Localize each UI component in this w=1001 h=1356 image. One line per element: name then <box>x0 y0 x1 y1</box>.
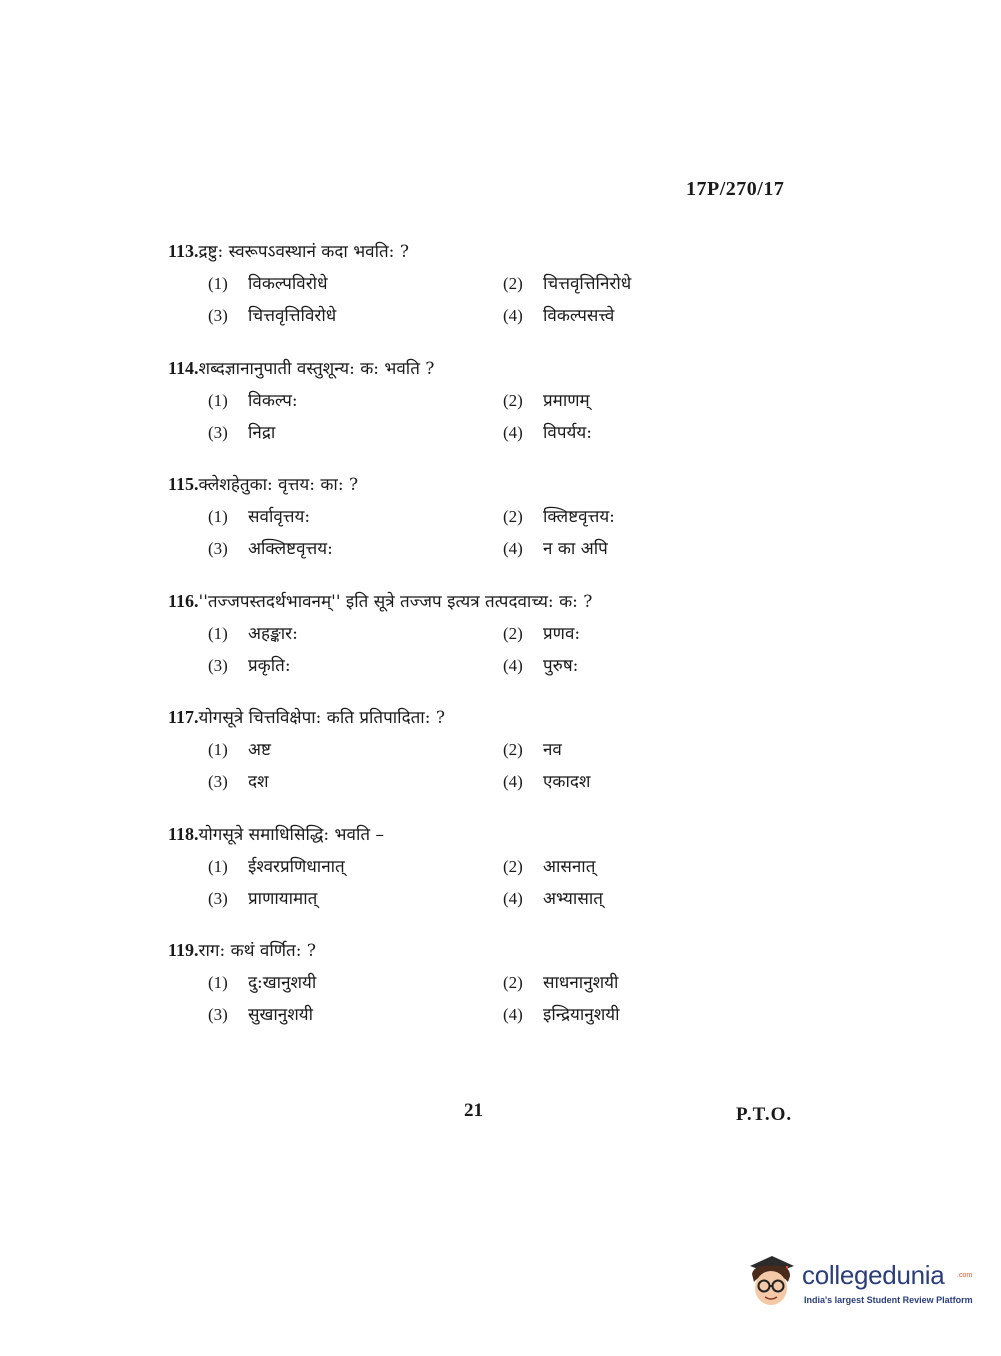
question-number: 115. <box>168 474 199 494</box>
option-number: (1) <box>208 973 228 992</box>
option-text: सुखानुशयी <box>248 1005 314 1025</box>
option-3[interactable] <box>208 300 336 332</box>
option-2[interactable] <box>503 734 562 766</box>
option-text: विकल्पविरोधे <box>248 274 328 294</box>
option-1[interactable] <box>208 618 298 650</box>
option-2[interactable] <box>503 618 580 650</box>
option-1[interactable] <box>208 268 328 300</box>
option-text: चित्तवृत्तिविरोधे <box>248 306 337 326</box>
option-number: (2) <box>503 390 523 410</box>
option-4[interactable] <box>503 999 620 1031</box>
option-number: (2) <box>503 623 523 643</box>
question-text-line <box>168 353 848 383</box>
question-text: योगसूत्रे चित्तविक्षेपा: कति प्रतिपादिता: ? <box>198 708 445 728</box>
options-group <box>168 965 848 1033</box>
option-number: (1) <box>208 740 228 759</box>
question-number: 118. <box>168 823 199 844</box>
option-1[interactable] <box>208 851 345 883</box>
option-number: (1) <box>208 507 228 526</box>
graduate-mascot-icon <box>742 1252 800 1310</box>
option-text: विकल्पसत्त्वे <box>543 306 615 326</box>
pto-label: P.T.O. <box>736 1104 793 1125</box>
option-3[interactable] <box>208 766 269 798</box>
option-number: (2) <box>503 856 523 876</box>
option-number: (3) <box>208 306 228 325</box>
question-number: 119. <box>168 940 199 960</box>
option-text: न का अपि <box>543 539 608 559</box>
question-text-line <box>168 236 848 266</box>
option-number: (1) <box>208 390 228 410</box>
option-text: प्रकृति: <box>248 655 291 676</box>
option-1[interactable] <box>208 385 298 417</box>
option-number: (4) <box>503 422 523 442</box>
options-group <box>168 732 848 800</box>
options-group <box>168 849 848 917</box>
option-4[interactable] <box>503 533 608 565</box>
question-text-line <box>168 702 848 732</box>
page-number: 21 <box>464 1100 483 1121</box>
option-text: प्रणव: <box>543 623 581 644</box>
options-group <box>168 616 848 684</box>
option-number: (4) <box>503 306 523 325</box>
options-group <box>168 499 848 567</box>
option-number: (3) <box>208 772 228 791</box>
option-text: विपर्यय: <box>543 422 592 443</box>
question-text: राग: कथं वर्णित: ? <box>198 941 316 961</box>
option-text: नव <box>543 740 562 760</box>
option-text: ईश्वरप्रणिधानात् <box>248 856 345 877</box>
option-number: (3) <box>208 888 228 908</box>
option-text: साधनानुशयी <box>543 973 619 993</box>
question-list <box>168 236 848 1052</box>
option-text: एकादश <box>543 772 591 792</box>
option-text: प्राणायामात् <box>248 888 318 909</box>
question-text: द्रष्टु: स्वरूपऽवस्थानं कदा भवति: ? <box>198 242 409 262</box>
option-2[interactable] <box>503 967 618 999</box>
question-113 <box>168 236 848 353</box>
logo-domain-suffix: .com <box>957 1272 973 1279</box>
option-4[interactable] <box>503 417 592 449</box>
option-number: (4) <box>503 539 523 558</box>
question-118 <box>168 819 848 936</box>
option-1[interactable] <box>208 967 316 999</box>
option-text: अष्ट <box>248 740 271 760</box>
option-3[interactable] <box>208 417 275 449</box>
question-text: योगसूत्रे समाधिसिद्धि: भवति – <box>198 824 384 845</box>
question-text-line <box>168 819 848 849</box>
logo-wordmark: collegedunia <box>802 1260 945 1290</box>
logo-tagline: India's largest Student Review Platform <box>804 1295 973 1305</box>
question-119 <box>168 935 848 1052</box>
option-text: आसनात् <box>543 856 596 877</box>
option-4[interactable] <box>503 300 614 332</box>
option-2[interactable] <box>503 501 615 533</box>
question-text: ''तज्जपस्तदर्थभावनम्'' इति सूत्रे तज्जप इत्यत्र तत्पदवाच्य: क: ? <box>198 591 593 612</box>
option-number: (2) <box>503 740 523 759</box>
option-number: (3) <box>208 422 228 442</box>
option-text: अभ्यासात् <box>543 888 603 909</box>
option-text: चित्तवृत्तिनिरोधे <box>543 274 632 294</box>
option-2[interactable] <box>503 385 590 417</box>
option-text: प्रमाणम् <box>543 390 590 411</box>
collegedunia-logo <box>742 1252 972 1312</box>
option-number: (4) <box>503 1005 523 1024</box>
option-text: दश <box>248 772 269 792</box>
option-4[interactable] <box>503 650 578 682</box>
question-116 <box>168 586 848 703</box>
option-text: विकल्प: <box>248 390 298 411</box>
option-number: (2) <box>503 973 523 992</box>
option-1[interactable] <box>208 734 271 766</box>
question-text: शब्दज्ञानानुपाती वस्तुशून्य: क: भवति ? <box>198 358 435 379</box>
option-4[interactable] <box>503 883 603 915</box>
option-3[interactable] <box>208 883 317 915</box>
option-4[interactable] <box>503 766 590 798</box>
option-number: (2) <box>503 274 523 293</box>
option-text: निद्रा <box>248 422 276 443</box>
option-number: (1) <box>208 856 228 876</box>
option-number: (4) <box>503 888 523 908</box>
option-text: सर्वावृत्तय: <box>248 507 311 527</box>
option-2[interactable] <box>503 268 631 300</box>
question-114 <box>168 353 848 470</box>
option-number: (3) <box>208 655 228 675</box>
question-text-line <box>168 935 848 965</box>
question-115 <box>168 469 848 586</box>
options-group <box>168 383 848 451</box>
option-3[interactable] <box>208 999 313 1031</box>
option-text: अक्लिष्टवृत्तय: <box>248 539 333 559</box>
question-text: क्लेशहेतुका: वृत्तय: का: ? <box>198 475 359 495</box>
option-number: (3) <box>208 1005 228 1024</box>
option-text: इन्द्रियानुशयी <box>543 1005 620 1025</box>
option-number: (2) <box>503 507 523 526</box>
question-text-line <box>168 469 848 499</box>
option-number: (1) <box>208 274 228 293</box>
option-3[interactable] <box>208 533 333 565</box>
option-2[interactable] <box>503 851 595 883</box>
paper-code: 17P/270/17 <box>686 178 785 200</box>
option-1[interactable] <box>208 501 310 533</box>
option-number: (1) <box>208 623 228 643</box>
question-number: 117. <box>168 707 199 727</box>
option-number: (4) <box>503 772 523 791</box>
option-3[interactable] <box>208 650 291 682</box>
question-number: 114. <box>168 357 199 378</box>
option-number: (3) <box>208 539 228 558</box>
option-text: क्लिष्टवृत्तय: <box>543 507 615 527</box>
options-group <box>168 266 848 334</box>
option-text: अहङ्कार: <box>248 623 298 644</box>
question-number: 113. <box>168 241 199 261</box>
option-number: (4) <box>503 655 523 675</box>
option-text: दु:खानुशयी <box>248 973 317 993</box>
question-number: 116. <box>168 590 199 611</box>
question-117 <box>168 702 848 819</box>
option-text: पुरुष: <box>543 655 579 676</box>
question-text-line <box>168 586 848 616</box>
